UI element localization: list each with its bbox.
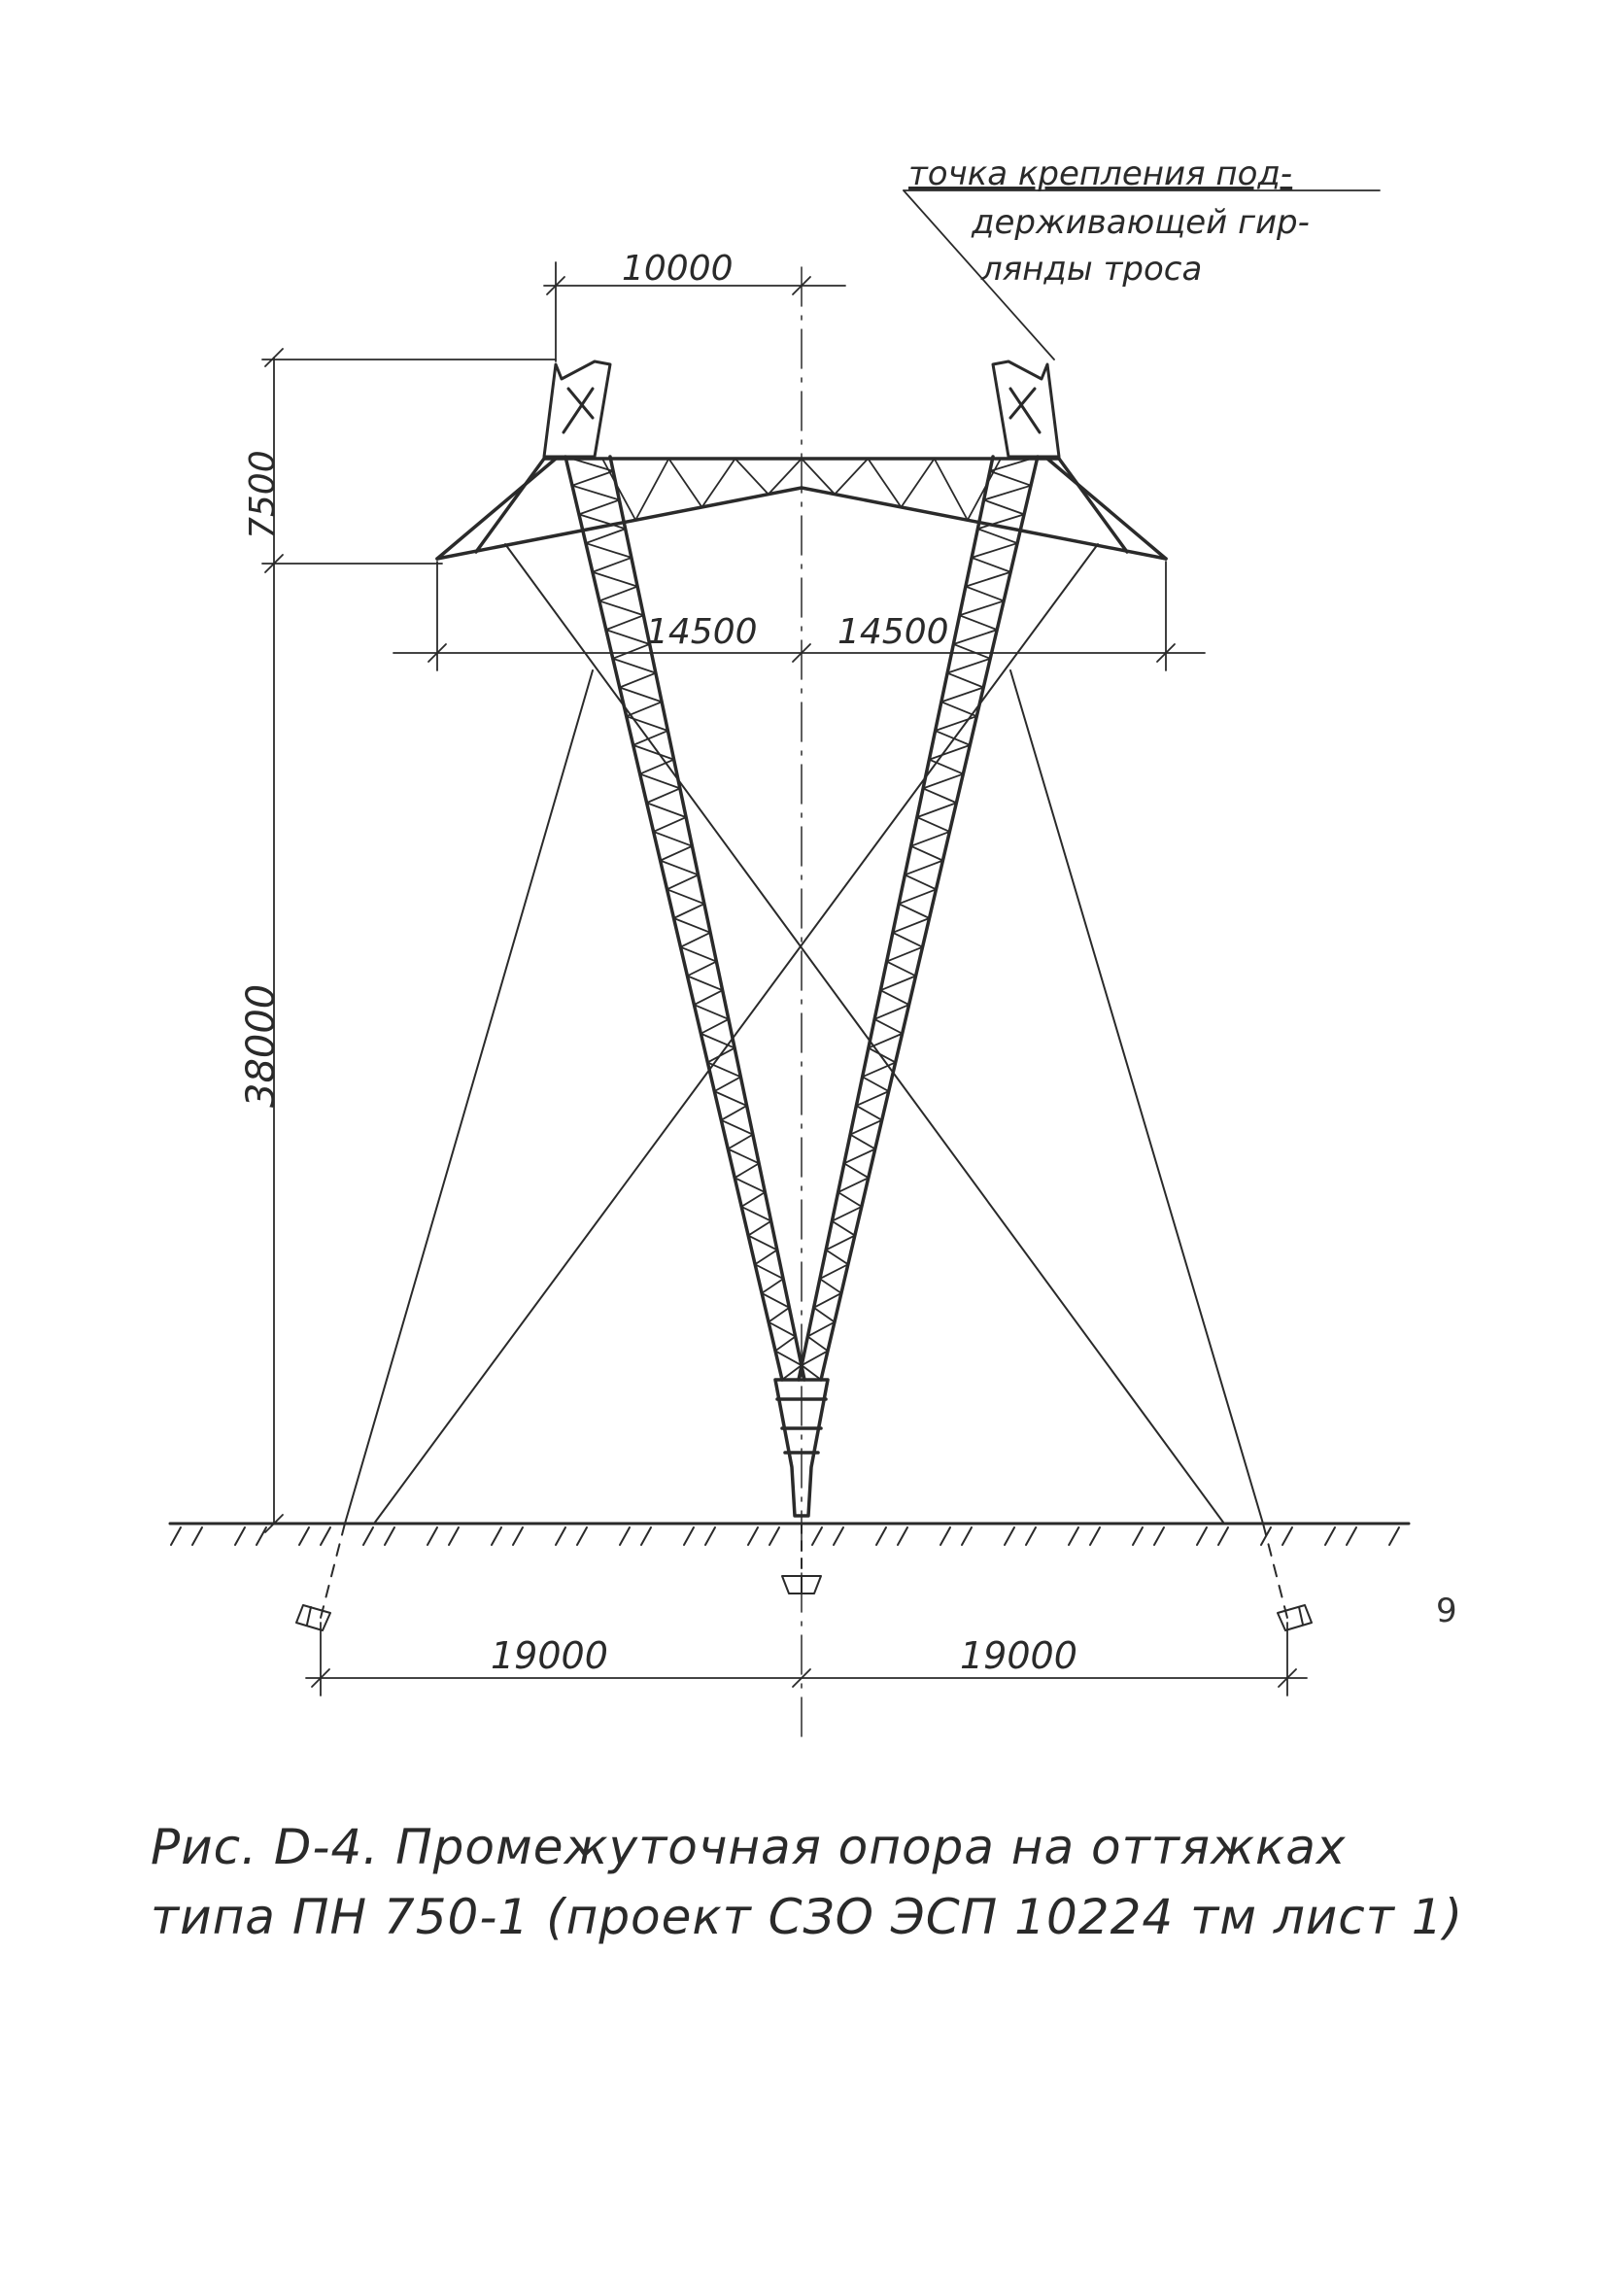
caption-line-1: Рис. D-4. Промежуточная опора на оттяжках [151, 1819, 1347, 1875]
note-line-1: точка крепления под- [908, 154, 1293, 193]
anchor-right [1278, 1605, 1312, 1630]
dimension-lines [262, 190, 1380, 1696]
ground-hatching [171, 1527, 1399, 1545]
dim-top-half-width: 10000 [622, 249, 734, 289]
dim-tower-height: 38000 [239, 983, 284, 1108]
dim-crossarm-height: 7500 [243, 450, 283, 539]
note-line-3: лянды троса [981, 250, 1203, 289]
note-line-2: держивающей гир- [972, 203, 1310, 242]
guy-wires [321, 544, 1287, 1618]
anchor-left [296, 1605, 330, 1630]
dim-guy-right: 19000 [960, 1634, 1077, 1677]
dim-arm-left: 14500 [646, 612, 758, 652]
anchor-center [782, 1576, 821, 1593]
caption-line-2: типа ПН 750-1 (проект СЗО ЭСП 10224 тм лист 1) [151, 1889, 1464, 1945]
dim-arm-right: 14500 [837, 612, 949, 652]
dim-guy-left: 19000 [491, 1634, 608, 1677]
figure-caption [151, 1812, 1491, 1952]
page-number: 9 [1436, 1592, 1457, 1630]
